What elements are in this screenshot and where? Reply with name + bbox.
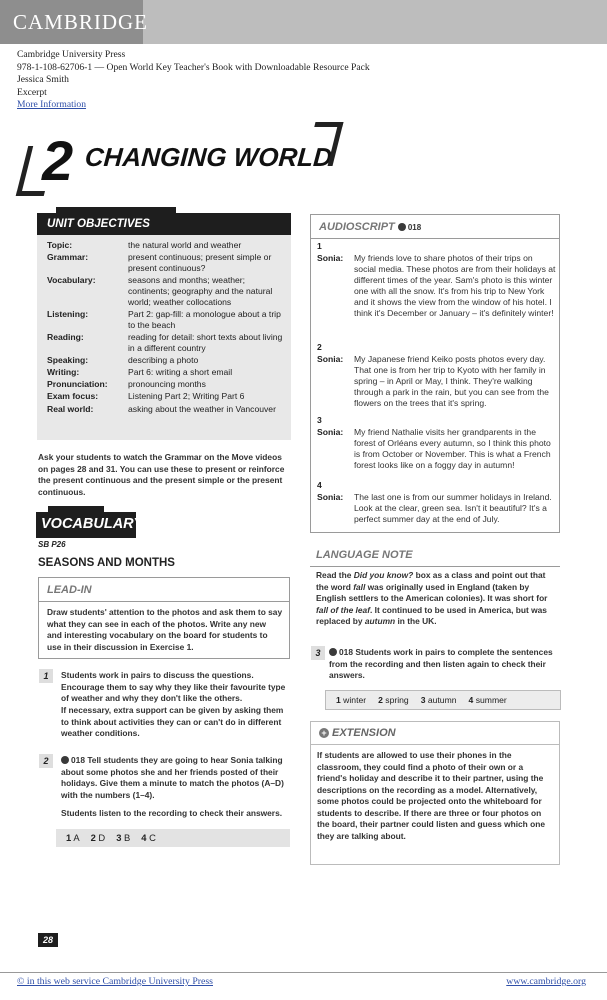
objective-value: the natural world and weather <box>128 240 242 250</box>
step-3-text <box>329 647 560 682</box>
speaker-label: Sonia: <box>317 492 344 502</box>
isbn-line: 978-1-108-62706-1 — Open World Key Teacher's Book with Downloadable Resource Pack <box>17 61 370 73</box>
answer-number: 4 <box>468 695 474 705</box>
audio-icon[interactable] <box>329 648 337 656</box>
step-3-answer-key <box>325 690 561 710</box>
audioscript-text: The last one is from our summer holidays in Ireland. Look at the clear, green sea. Isn't it beautiful? It's a perfect summer day at the end of July. <box>354 492 552 524</box>
brand-box <box>0 0 149 44</box>
divider <box>311 238 559 239</box>
objective-key: Real world: <box>47 403 94 414</box>
objective-value: Listening Part 2; Writing Part 6 <box>128 391 245 402</box>
language-note-text: Read the Did you know? box as a class and point out that the word fall was originally used in England (taken by English settlers to the American colonies). It was short for fall of the leaf. It continued to be used in America, but was replaced by autumn in the UK. <box>316 570 548 626</box>
unit-number: 2 <box>42 129 72 192</box>
brand-logo: CAMBRIDGE <box>13 10 149 34</box>
extension-title: EXTENSION <box>332 727 396 739</box>
objective-row <box>47 240 287 252</box>
step-2-text <box>61 755 291 801</box>
audioscript-title: AUDIOSCRIPT <box>319 221 395 233</box>
speaker-label: Sonia: <box>317 427 344 437</box>
step-2-answer-key <box>56 829 290 847</box>
objective-value: asking about the weather in Vancouver <box>128 403 276 414</box>
lead-in-box <box>38 577 290 659</box>
audioscript-part-number: 2 <box>317 342 322 352</box>
extension-box <box>310 721 560 865</box>
objective-value: reading for detail: short texts about living in a different country <box>128 331 283 353</box>
objective-value: describing a photo <box>128 354 199 365</box>
author: Jessica Smith <box>17 74 69 85</box>
audio-icon[interactable] <box>398 223 406 231</box>
audioscript-part-number: 3 <box>317 415 322 425</box>
objective-row <box>47 252 287 275</box>
language-note-title: LANGUAGE NOTE <box>316 549 413 561</box>
audioscript-part-number: 4 <box>317 480 322 490</box>
objective-key: Grammar: <box>47 252 89 263</box>
answer-number: 4 <box>141 832 147 843</box>
objective-value: seasons and months; weather; continents; geography and the natural world; weather collocations <box>128 275 273 307</box>
objective-row <box>47 355 287 367</box>
objective-key: Writing: <box>47 367 80 378</box>
objective-value: present continuous; present simple or present continuous? <box>128 252 272 273</box>
website-link[interactable]: www.cambridge.org <box>506 976 586 987</box>
plus-circle-icon: + <box>319 728 329 738</box>
audioscript-track: 018 <box>407 223 422 232</box>
objective-value: Part 2: gap-fill: a monologue about a trip to the beach <box>128 308 281 330</box>
unit-heading <box>22 128 352 200</box>
audioscript-text: My friend Nathalie visits her grandparents in the forest of Orléans every autumn, so I think this photo is from October or November. This is what a French forest looks like on a foggy day in autumn! <box>354 427 551 470</box>
objective-row <box>47 332 287 355</box>
copyright-link[interactable]: © in this web service Cambridge University Press <box>17 976 213 987</box>
step-1-badge: 1 <box>39 669 53 683</box>
step-1-text: Students work in pairs to discuss the questions. Encourage them to say why they like their favourite type of weather and why they don't like the others. <box>61 670 286 703</box>
answer-number: 1 <box>66 832 72 843</box>
more-information-link[interactable]: More Information <box>17 99 87 110</box>
footer-divider <box>0 972 607 973</box>
step-1-support-text: If necessary, extra support can be given by asking them to think about activities they can or can't do in different weather conditions. <box>61 705 284 738</box>
section-title: SEASONS AND MONTHS <box>38 557 175 569</box>
step-3-badge: 3 <box>311 646 325 660</box>
answer-value: winter <box>343 695 367 705</box>
vocabulary-heading: VOCABULARY <box>36 512 136 538</box>
objective-row <box>47 309 287 332</box>
answer-number: 2 <box>90 832 96 843</box>
audioscript-part-number: 1 <box>317 241 322 251</box>
unit-objectives-title: UNIT OBJECTIVES <box>37 213 291 235</box>
audioscript-text: My friends love to share photos of their trips on social media. These photos are from their holidays at different times of the year. Sam's photo is this winter one with all the snow. It's from his trip to New York and it shows the view from the window of his hotel. I think it's December or January – it's definitely winter! <box>354 253 556 318</box>
objective-row <box>47 367 287 379</box>
bracket-decoration <box>305 122 344 166</box>
unit-title: CHANGING WORLD <box>83 142 334 172</box>
extension-text: If students are allowed to use their phones in the classroom, they could find a photo of their own or a friend's holiday and describe it to their partner, using the descriptions on the recording as a model. Alternatively, some photos could be projected onto the whiteboard for students to describe. If there are three or four photos on the board, their partner could listen and guess which one they are talking about. <box>317 750 546 841</box>
step-2-badge: 2 <box>39 754 53 768</box>
excerpt-label: Excerpt <box>17 86 47 98</box>
track-number: 018 <box>71 755 85 765</box>
divider <box>310 566 560 567</box>
answer-number: 1 <box>336 695 341 705</box>
step-2-body: Tell students they are going to hear Sonia talking about some photos she and her friends posted of their holidays. Give them a minute to match the photos (A–D) with the numbers (1–4). <box>61 755 284 800</box>
answer-value: D <box>98 832 106 843</box>
answer-value: summer <box>475 695 507 705</box>
objective-key: Topic: <box>47 240 73 250</box>
answer-value: C <box>149 832 156 843</box>
audioscript-text: My Japanese friend Keiko posts photos every day. That one is from her trip to Kyoto with her family in spring – in April or May, I think. They're walking through a park in the rain, but you can see from the flowers on the trees that it's spring. <box>354 354 549 408</box>
objective-value: Part 6: writing a short email <box>128 367 233 378</box>
page-number: 28 <box>38 933 58 947</box>
extension-header <box>311 722 559 739</box>
audioscript-header <box>311 215 559 233</box>
objective-key: Speaking: <box>47 354 89 365</box>
answer-value: autumn <box>427 695 457 705</box>
speaker-label: Sonia: <box>317 253 344 263</box>
objectives-table <box>47 240 287 416</box>
objective-key: Reading: <box>47 331 84 342</box>
objective-row <box>47 275 287 309</box>
excerpt-meta <box>17 49 370 112</box>
speaker-label: Sonia: <box>317 354 344 364</box>
answer-number: 3 <box>420 695 426 705</box>
objective-key: Vocabulary: <box>47 275 96 286</box>
objective-key: Listening: <box>47 308 89 319</box>
objective-key: Exam focus: <box>47 391 99 402</box>
header-bar <box>0 0 607 44</box>
audio-icon[interactable] <box>61 756 69 764</box>
publisher: Cambridge University Press <box>17 49 126 60</box>
track-number: 018 <box>339 647 353 657</box>
step-2-check-text: Students listen to the recording to check their answers. <box>61 808 283 818</box>
step-3-body: Students work in pairs to complete the sentences from the recording and then listen again to check their answers. <box>329 647 553 680</box>
student-book-page: SB P26 <box>38 540 66 549</box>
answer-value: spring <box>385 695 409 705</box>
lead-in-title: LEAD-IN <box>47 584 92 596</box>
objective-row <box>47 391 287 403</box>
objective-row <box>47 404 287 416</box>
grammar-video-note: Ask your students to watch the Grammar on the Move videos on pages 28 and 31. You can use these to present or reinforce the present continuous and the present simple or the present continuous. <box>38 452 285 497</box>
lead-in-text: Draw students' attention to the photos and ask them to say what they can see in each of the photos. Write any new and interesting vocabulary on the board for students to use in their discussion in Exercise 1. <box>47 607 283 652</box>
objective-key: Pronunciation: <box>47 379 108 390</box>
objective-value: pronouncing months <box>128 379 206 390</box>
objective-row <box>47 379 287 391</box>
answer-number: 3 <box>116 832 122 843</box>
answer-value: A <box>73 832 80 843</box>
answer-value: B <box>124 832 131 843</box>
answer-number: 2 <box>378 695 383 705</box>
